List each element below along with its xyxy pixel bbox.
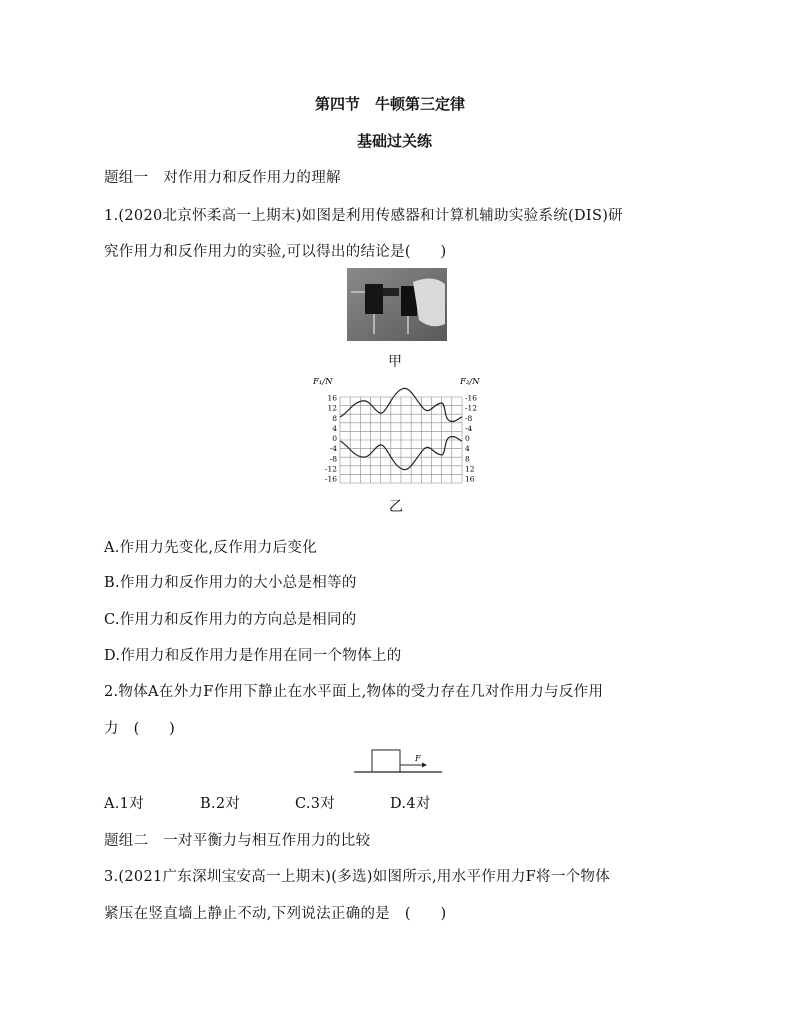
section-subtitle: 基础过关练	[357, 132, 433, 150]
right-axis-tick-label: 8	[465, 454, 470, 464]
q1-option-d: D.作用力和反作用力是作用在同一个物体上的	[104, 648, 402, 664]
q2-option-c: C.3对	[295, 796, 336, 812]
q1-option-b: B.作用力和反作用力的大小总是相等的	[104, 575, 357, 591]
left-axis-tick-label: -16	[324, 474, 337, 484]
left-axis-label: F₁/N	[313, 377, 333, 387]
question-1-line-2: 究作用力和反作用力的实验,可以得出的结论是( )	[104, 244, 447, 260]
left-axis-tick-label: -8	[329, 454, 337, 464]
force-arrow-head	[422, 763, 427, 768]
q2-option-b: B.2对	[200, 796, 241, 812]
right-axis-tick-label: 16	[465, 474, 475, 484]
force-label: F	[415, 754, 421, 763]
left-axis-tick-label: 0	[332, 434, 337, 443]
left-axis-tick-label: 8	[332, 413, 337, 423]
q2-option-d: D.4对	[390, 796, 431, 812]
question-2-line-2: 力 ( )	[104, 721, 176, 737]
right-axis-tick-label: -12	[465, 403, 478, 413]
q1-option-c: C.作用力和反作用力的方向总是相同的	[104, 612, 357, 628]
q2-option-a: A.1对	[104, 796, 145, 812]
left-axis-tick-label: 12	[327, 403, 337, 413]
block-a	[372, 750, 400, 772]
left-axis-tick-label: -4	[329, 444, 337, 454]
figure-jia-label: 甲	[388, 354, 402, 370]
left-axis-tick-label: -12	[324, 464, 337, 474]
figure-block-on-surface	[352, 746, 444, 778]
figure-yi-label: 乙	[389, 499, 403, 515]
left-axis-tick-label: 16	[327, 393, 337, 403]
right-axis-label: F₂/N	[460, 377, 480, 387]
right-axis-tick-label: -8	[465, 413, 473, 423]
question-group-2-heading: 题组二 一对平衡力与相互作用力的比较	[104, 833, 371, 849]
question-3-line-1: 3.(2021广东深圳宝安高一上期末)(多选)如图所示,用水平作用力F将一个物体	[104, 869, 611, 885]
right-axis-tick-label: -16	[465, 393, 478, 403]
question-group-1-heading: 题组一 对作用力和反作用力的理解	[104, 170, 341, 186]
graph-grid	[340, 397, 462, 483]
question-3-line-2: 紧压在竖直墙上静止不动,下列说法正确的是 ( )	[104, 906, 447, 922]
right-axis-tick-label: -4	[465, 423, 473, 433]
right-axis-tick-label: 0	[465, 434, 470, 443]
question-2-line-1: 2.物体A在外力F作用下静止在水平面上,物体的受力存在几对作用力与反作用	[104, 684, 604, 700]
right-axis-tick-label: 12	[465, 464, 475, 474]
page-title: 第四节 牛顿第三定律	[315, 95, 466, 113]
figure-jia-photo	[347, 268, 447, 341]
left-axis-tick-label: 4	[332, 423, 337, 433]
q1-option-a: A.作用力先变化,反作用力后变化	[104, 540, 317, 556]
figure-yi-graph	[310, 373, 488, 489]
right-axis-tick-label: 4	[465, 444, 470, 454]
question-1-line-1: 1.(2020北京怀柔高一上期末)如图是利用传感器和计算机辅助实验系统(DIS)研	[104, 208, 623, 224]
